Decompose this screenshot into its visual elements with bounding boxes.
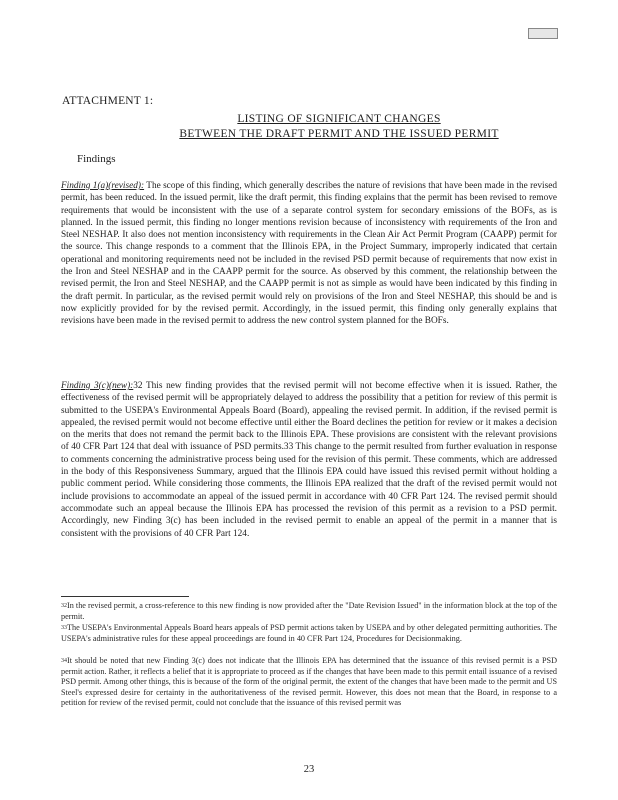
paragraph-text: 32 This new finding provides that the revised permit will not become effective when it is issued. Rather, the effectiveness of the revised permit will be appropriately delayed to address the possibility that a petition for review of this permit is submitted to the USEPA's Environmental Appeals Board (Board), appealing the revised permit. In addition, if the revised permit is appealed, the revised permit would not become effective until either the Board declines the petition for review or it makes a decision on the merits that does not remand the permit back to the Illinois EPA. These provisions are consistent with the relevant provisions of 40 CFR Part 124 that deal with issuance of PSD permits.33 This change to the permit resulted from further evaluation in response to comments concerning the administrative process being used for the revision of this permit. These comments, which are addressed in the body of this Responsiveness Summary, argued that the Illinois EPA could have issued this revised permit without holding a public comment period. While considering those comments, the Illinois EPA realized that the draft of the revised permit would not include provisions to accommodate an appeal of the issued permit in accordance with 40 CFR Part 124. The revised permit should accommodate such an appeal because the Illinois EPA has processed the revision of this permit as a revision to a PSD permit. Accordingly, new Finding 3(c) has been included in the revised permit to enable an appeal of the permit in a manner that is consistent with the provisions of 40 CFR Part 124. — [61, 381, 557, 539]
footnote-text: The USEPA's Environmental Appeals Board hears appeals of PSD permit actions taken by USEPA and by other delegated permitting authorities. The USEPA's administrative rules for these appeal proceedings are found in 40 CFR Part 124, Procedures for Decisionmaking. — [61, 623, 557, 643]
attachment-label: ATTACHMENT 1: — [62, 95, 154, 107]
paragraph-lead: Finding 3(c)(new): — [61, 381, 134, 391]
page-number: 23 — [303, 764, 315, 775]
footnote-number: 33 — [61, 625, 67, 631]
paragraph-text: The scope of this finding, which generally describes the nature of revisions that have been made in the revised permit, has been reduced. In the issued permit, like the draft permit, this finding explains that the permit has been revised to remove requirements that would be inconsistent with the use of a separate control system for secondary emissions of the BOFs, as is planned. In the issued permit, this finding no longer mentions revision because of inconsistency with requirements of the Iron and Steel NESHAP. It also does not mention inconsistency with requirements in the Clean Air Act Permit Program (CAAPP) permit for the source. This change responds to a comment that the Illinois EPA, in the Project Summary, improperly indicated that certain operational and monitoring requirements need not be included in the revised PSD permit because of requirements that now exist in the Iron and Steel NESHAP and in the CAAPP permit for the source. As observed by this comment, the relationship between the revised permit, the Iron and Steel NESHAP, and the CAAPP permit is not as simple as would have been indicated by this finding in the draft permit. In particular, as the revised permit would rely on provisions of the Iron and Steel NESHAP, this should be and is now explicitly provided for by the revised permit. Accordingly, in the issued permit, this finding only generally explains that revisions have been made in the revised permit to address the new control system planned for the BOFs. — [61, 181, 557, 327]
paragraph-finding-3c — [61, 380, 557, 540]
document-title-line-2: BETWEEN THE DRAFT PERMIT AND THE ISSUED PERMIT — [179, 128, 499, 140]
footnote-33 — [61, 623, 557, 644]
footnote-number: 34 — [61, 658, 67, 664]
paragraph-finding-1a — [61, 180, 557, 328]
footnote-32 — [61, 601, 557, 622]
footnote-text: In the revised permit, a cross-reference to this new finding is now provided after the "Date Revision Issued" in the information block at the top of the permit. — [61, 601, 557, 621]
footnote-number: 32 — [61, 603, 67, 609]
footnote-text: It should be noted that new Finding 3(c) does not indicate that the Illinois EPA has determined that the issuance of this revised permit is a PSD permit action. Rather, it reflects a belief that it is appropriate to proceed as if the changes that have been made to this permit entail issuance of a revised PSD permit. Among other things, this is because of the form of the original permit, the extent of the changes that have been made to the permit and US Steel's expressed desire for certainty in the authoritativeness of the revised permit. However, this does not mean that the Board, in response to a petition for review of the revised permit, could not conclude that the issuance of this revised permit was — [61, 656, 557, 708]
section-heading: Findings — [77, 153, 116, 165]
header-stamp — [528, 28, 558, 39]
paragraph-lead: Finding 1(a)(revised): — [61, 181, 145, 191]
footnote-34 — [61, 656, 557, 709]
document-title-line-1: LISTING OF SIGNIFICANT CHANGES — [237, 113, 441, 125]
footnote-divider — [61, 596, 189, 597]
